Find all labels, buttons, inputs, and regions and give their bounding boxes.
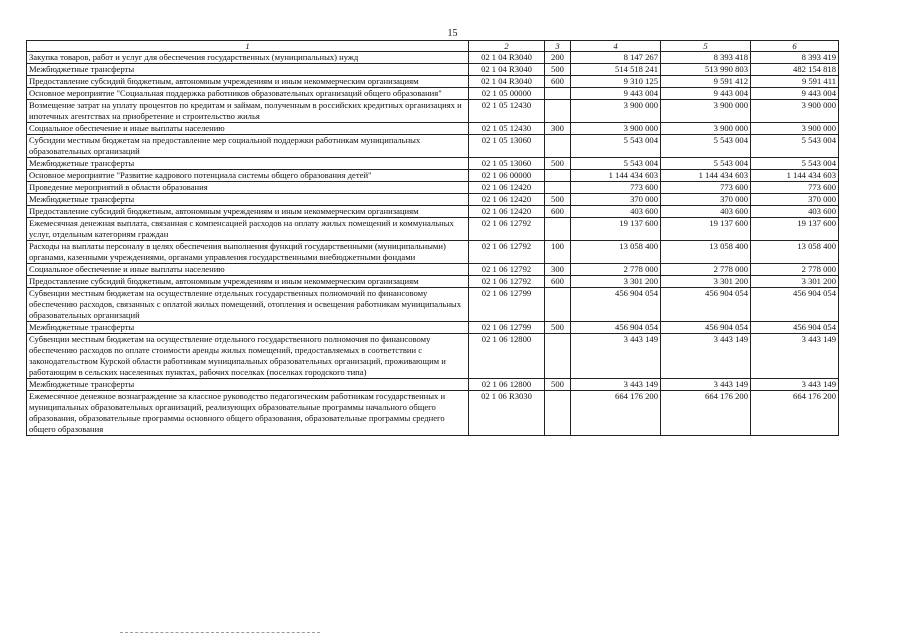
cell-name: Основное мероприятие "Социальная поддержка работников образовательных организаций общего образования" (27, 88, 469, 100)
table-row (27, 241, 839, 264)
table-row (27, 64, 839, 76)
cell-name: Закупка товаров, работ и услуг для обеспечения государственных (муниципальных) нужд (27, 52, 469, 64)
cell-name: Ежемесячное денежное вознаграждение за классное руководство педагогическим работникам государственных и муниципальных образовательных организаций, реализующих образовательные программы начального общего образования, образовательные программы основного общего образования, образовательные программы среднего общего образования (27, 391, 469, 436)
cell-target-code: 02 1 04 R3040 (469, 64, 545, 76)
cell-name: Расходы на выплаты персоналу в целях обеспечения выполнения функций государственными (муниципальными) органами, казенными учреждениями, органами управления государственными внебюджетными фондами (27, 241, 469, 264)
cell-amount-year-2: 370 000 (661, 194, 751, 206)
cell-amount-year-1: 3 301 200 (571, 276, 661, 288)
table-row (27, 322, 839, 334)
cell-expense-type: 200 (545, 52, 571, 64)
cell-amount-year-3: 8 393 419 (751, 52, 839, 64)
cell-amount-year-2: 1 144 434 603 (661, 170, 751, 182)
cell-target-code: 02 1 05 12430 (469, 100, 545, 123)
cell-amount-year-3: 13 058 400 (751, 241, 839, 264)
cell-amount-year-2: 513 990 803 (661, 64, 751, 76)
cell-target-code: 02 1 06 12799 (469, 322, 545, 334)
cell-amount-year-3: 2 778 000 (751, 264, 839, 276)
cell-amount-year-3: 456 904 054 (751, 288, 839, 322)
cell-amount-year-1: 456 904 054 (571, 322, 661, 334)
cell-amount-year-1: 3 443 149 (571, 334, 661, 379)
table-row (27, 100, 839, 123)
cell-amount-year-2: 2 778 000 (661, 264, 751, 276)
cell-amount-year-3: 3 443 149 (751, 334, 839, 379)
cell-expense-type: 500 (545, 322, 571, 334)
cell-expense-type (545, 391, 571, 436)
cell-target-code: 02 1 06 12420 (469, 182, 545, 194)
cell-expense-type: 500 (545, 158, 571, 170)
cell-amount-year-1: 370 000 (571, 194, 661, 206)
cell-amount-year-1: 9 443 004 (571, 88, 661, 100)
cell-target-code: 02 1 05 12430 (469, 123, 545, 135)
cell-name: Предоставление субсидий бюджетным, автономным учреждениям и иным некоммерческим организациям (27, 276, 469, 288)
cell-name: Основное мероприятие "Развитие кадрового потенциала системы общего образования детей" (27, 170, 469, 182)
cell-amount-year-3: 773 600 (751, 182, 839, 194)
cell-amount-year-2: 3 900 000 (661, 123, 751, 135)
table-row (27, 264, 839, 276)
cell-amount-year-3: 5 543 004 (751, 135, 839, 158)
header-col-1: 1 (27, 41, 469, 52)
cell-name: Межбюджетные трансферты (27, 194, 469, 206)
table-row (27, 135, 839, 158)
cell-amount-year-1: 664 176 200 (571, 391, 661, 436)
cell-target-code: 02 1 06 12792 (469, 241, 545, 264)
cell-amount-year-1: 9 310 125 (571, 76, 661, 88)
cell-expense-type (545, 334, 571, 379)
cell-name: Субвенции местным бюджетам на осуществление отдельных государственных полномочий по финансовому обеспечению расходов, связанных с оплатой жилых помещений, отопления и освещения работникам муниципальных образовательных организаций (27, 288, 469, 322)
cell-amount-year-1: 2 778 000 (571, 264, 661, 276)
budget-table (26, 40, 839, 436)
cell-target-code: 02 1 04 R3040 (469, 76, 545, 88)
cell-amount-year-3: 482 154 818 (751, 64, 839, 76)
cell-expense-type (545, 100, 571, 123)
cell-amount-year-1: 773 600 (571, 182, 661, 194)
cell-target-code: 02 1 06 12792 (469, 276, 545, 288)
cell-amount-year-1: 403 600 (571, 206, 661, 218)
cell-name: Межбюджетные трансферты (27, 64, 469, 76)
cell-amount-year-2: 8 393 418 (661, 52, 751, 64)
cell-expense-type (545, 218, 571, 241)
cell-amount-year-2: 456 904 054 (661, 288, 751, 322)
cell-name: Субвенции местным бюджетам на осуществление отдельного государственного полномочия по финансовому обеспечению расходов по оплате стоимости аренды жилых помещений, предоставляемых в соответствии с законодательством Курской области работникам муниципальных образовательных организаций, проживающим и работающим в сельских населенных пунктах, рабочих поселках (поселках городского типа) (27, 334, 469, 379)
table-row (27, 182, 839, 194)
table-row (27, 88, 839, 100)
cell-amount-year-1: 5 543 004 (571, 135, 661, 158)
table-row (27, 276, 839, 288)
table-row (27, 288, 839, 322)
header-col-6: 6 (751, 41, 839, 52)
cell-expense-type: 600 (545, 276, 571, 288)
cell-amount-year-2: 664 176 200 (661, 391, 751, 436)
cell-expense-type: 100 (545, 241, 571, 264)
cell-name: Межбюджетные трансферты (27, 158, 469, 170)
cell-target-code: 02 1 06 00000 (469, 170, 545, 182)
cell-name: Межбюджетные трансферты (27, 322, 469, 334)
cell-name: Субсидии местным бюджетам на предоставление мер социальной поддержки работникам муниципальных образовательных организаций (27, 135, 469, 158)
cell-amount-year-1: 3 443 149 (571, 379, 661, 391)
cell-expense-type: 500 (545, 194, 571, 206)
table-row (27, 218, 839, 241)
table-row (27, 206, 839, 218)
cell-amount-year-1: 8 147 267 (571, 52, 661, 64)
cell-name: Возмещение затрат на уплату процентов по кредитам и займам, полученным в российских кредитных организациях и ипотечных агентствах на приобретение и строительство жилья (27, 100, 469, 123)
header-col-5: 5 (661, 41, 751, 52)
cell-amount-year-3: 9 591 411 (751, 76, 839, 88)
cell-amount-year-3: 370 000 (751, 194, 839, 206)
cell-amount-year-2: 5 543 004 (661, 158, 751, 170)
cell-amount-year-2: 456 904 054 (661, 322, 751, 334)
cell-amount-year-3: 664 176 200 (751, 391, 839, 436)
cell-name: Межбюджетные трансферты (27, 379, 469, 391)
cell-amount-year-2: 3 443 149 (661, 379, 751, 391)
cell-amount-year-3: 456 904 054 (751, 322, 839, 334)
table-header-row (27, 41, 839, 52)
cell-amount-year-2: 403 600 (661, 206, 751, 218)
table-row (27, 170, 839, 182)
cell-expense-type (545, 288, 571, 322)
cell-amount-year-1: 3 900 000 (571, 100, 661, 123)
cell-expense-type: 300 (545, 264, 571, 276)
cell-name: Предоставление субсидий бюджетным, автономным учреждениям и иным некоммерческим организациям (27, 76, 469, 88)
cell-target-code: 02 1 06 12800 (469, 334, 545, 379)
table-row (27, 123, 839, 135)
cell-amount-year-2: 9 443 004 (661, 88, 751, 100)
cell-expense-type (545, 88, 571, 100)
cell-expense-type: 300 (545, 123, 571, 135)
cell-amount-year-3: 3 443 149 (751, 379, 839, 391)
cell-expense-type: 600 (545, 76, 571, 88)
cell-amount-year-3: 3 301 200 (751, 276, 839, 288)
cell-amount-year-3: 3 900 000 (751, 100, 839, 123)
cell-name: Социальное обеспечение и иные выплаты населению (27, 264, 469, 276)
table-row (27, 379, 839, 391)
cell-amount-year-2: 19 137 600 (661, 218, 751, 241)
cell-target-code: 02 1 06 12420 (469, 194, 545, 206)
cell-amount-year-1: 19 137 600 (571, 218, 661, 241)
table-row (27, 391, 839, 436)
cell-amount-year-2: 9 591 412 (661, 76, 751, 88)
cell-target-code: 02 1 05 00000 (469, 88, 545, 100)
cell-expense-type: 600 (545, 206, 571, 218)
cell-target-code: 02 1 05 13060 (469, 158, 545, 170)
cell-target-code: 02 1 06 12799 (469, 288, 545, 322)
cell-expense-type: 500 (545, 379, 571, 391)
cell-amount-year-3: 1 144 434 603 (751, 170, 839, 182)
table-row (27, 52, 839, 64)
cell-amount-year-3: 403 600 (751, 206, 839, 218)
cell-target-code: 02 1 06 12800 (469, 379, 545, 391)
cell-amount-year-3: 19 137 600 (751, 218, 839, 241)
table-row (27, 76, 839, 88)
cell-target-code: 02 1 06 R3030 (469, 391, 545, 436)
cell-target-code: 02 1 06 12792 (469, 218, 545, 241)
header-col-3: 3 (545, 41, 571, 52)
cell-target-code: 02 1 04 R3040 (469, 52, 545, 64)
cell-expense-type: 500 (545, 64, 571, 76)
cell-amount-year-2: 3 900 000 (661, 100, 751, 123)
cell-amount-year-1: 5 543 004 (571, 158, 661, 170)
cell-amount-year-1: 514 518 241 (571, 64, 661, 76)
cell-expense-type (545, 182, 571, 194)
cell-target-code: 02 1 06 12792 (469, 264, 545, 276)
cell-amount-year-2: 773 600 (661, 182, 751, 194)
cell-amount-year-3: 5 543 004 (751, 158, 839, 170)
cell-amount-year-2: 3 301 200 (661, 276, 751, 288)
cell-amount-year-2: 3 443 149 (661, 334, 751, 379)
cell-name: Социальное обеспечение и иные выплаты населению (27, 123, 469, 135)
cell-amount-year-1: 456 904 054 (571, 288, 661, 322)
cell-amount-year-3: 3 900 000 (751, 123, 839, 135)
bottom-edge-mark (120, 632, 320, 634)
cell-target-code: 02 1 06 12420 (469, 206, 545, 218)
table-body (27, 52, 839, 436)
header-col-2: 2 (469, 41, 545, 52)
cell-amount-year-1: 3 900 000 (571, 123, 661, 135)
cell-expense-type (545, 135, 571, 158)
cell-target-code: 02 1 05 13060 (469, 135, 545, 158)
cell-name: Проведение мероприятий в области образования (27, 182, 469, 194)
cell-amount-year-2: 13 058 400 (661, 241, 751, 264)
header-col-4: 4 (571, 41, 661, 52)
cell-name: Ежемесячная денежная выплата, связанная с компенсацией расходов на оплату жилых помещений и коммунальных услуг, отдельным категориям граждан (27, 218, 469, 241)
page-number: 15 (447, 28, 458, 39)
table-row (27, 158, 839, 170)
table-row (27, 334, 839, 379)
cell-expense-type (545, 170, 571, 182)
cell-amount-year-3: 9 443 004 (751, 88, 839, 100)
cell-amount-year-1: 1 144 434 603 (571, 170, 661, 182)
cell-name: Предоставление субсидий бюджетным, автономным учреждениям и иным некоммерческим организациям (27, 206, 469, 218)
cell-amount-year-2: 5 543 004 (661, 135, 751, 158)
cell-amount-year-1: 13 058 400 (571, 241, 661, 264)
table-row (27, 194, 839, 206)
